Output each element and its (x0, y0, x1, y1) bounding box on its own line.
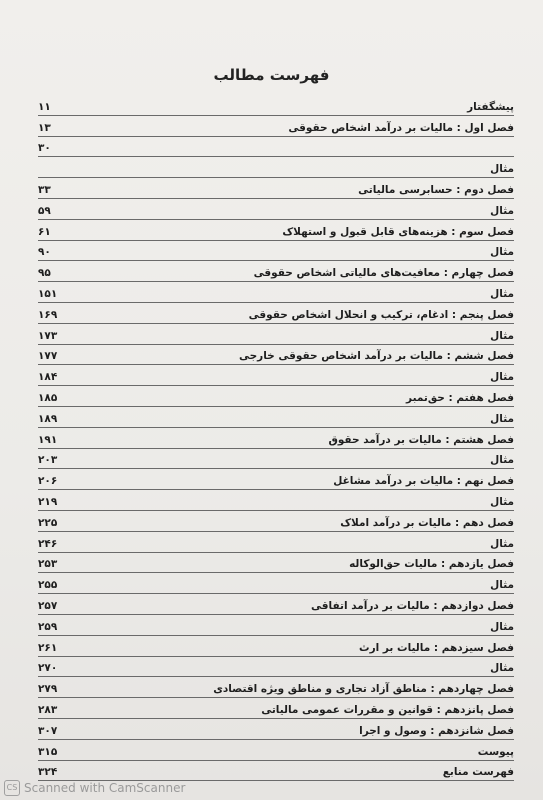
toc-entry (38, 220, 514, 241)
toc-entry (38, 573, 514, 594)
toc-entry-label: فصل اول : مالیات بر درآمد اشخاص حقوقی (288, 121, 514, 134)
toc-entry-label: مثال (490, 412, 514, 425)
toc-entry-page: ۲۵۳ (38, 558, 58, 571)
toc-entry-label: مثال (490, 163, 514, 176)
toc-entry (38, 511, 514, 532)
toc-entry (38, 345, 514, 366)
toc-entry-label: فصل نهم : مالیات بر درآمد مشاغل (333, 475, 514, 488)
toc-entry (38, 365, 514, 386)
toc-entry-label: مثال (490, 579, 514, 592)
toc-entry-label: فصل چهارم : معافیت‌های مالیاتی اشخاص حقوقی (253, 267, 514, 280)
toc-entry-label: فهرست منابع (442, 766, 514, 779)
toc-title: فهرست مطالب (213, 66, 330, 84)
toc-entry-page: ۲۰۳ (38, 454, 58, 467)
toc-entry-page: ۱۱ (38, 100, 51, 113)
toc-entry-label: فصل شانزدهم : وصول و اجرا (359, 724, 514, 737)
toc-entry-label: فصل هشتم : مالیات بر درآمد حقوق (328, 433, 514, 446)
toc-entry-page: ۲۶۱ (38, 641, 58, 654)
camscanner-logo-icon: CS (4, 780, 20, 796)
toc-entry (38, 303, 514, 324)
toc-entry-page: ۵۹ (38, 204, 51, 217)
toc-entry-label: فصل دوازدهم : مالیات بر درآمد اتفاقی (311, 599, 514, 612)
toc-entry (38, 469, 514, 490)
toc-entry-page: ۲۵۹ (38, 620, 58, 633)
toc-entry-page: ۱۹۱ (38, 433, 58, 446)
toc-entry-page: ۱۸۴ (38, 371, 58, 384)
toc-entry (38, 241, 514, 262)
toc-entry (38, 116, 514, 137)
toc-entry (38, 178, 514, 199)
toc-entry (38, 261, 514, 282)
watermark-text: Scanned with CamScanner (24, 781, 186, 795)
toc-entry (38, 698, 514, 719)
toc-entry-page: ۱۸۵ (38, 391, 58, 404)
toc-entry (38, 95, 514, 116)
toc-entry (38, 324, 514, 345)
toc-entry (38, 594, 514, 615)
toc-entry (38, 407, 514, 428)
toc-entry-page: ۳۰۷ (38, 724, 58, 737)
toc-entry (38, 428, 514, 449)
toc-entry (38, 532, 514, 553)
toc-entry-label: مثال (490, 246, 514, 259)
toc-entry-page: ۲۰۶ (38, 475, 58, 488)
toc-entry (38, 137, 514, 158)
toc-entry-page: ۱۶۹ (38, 308, 58, 321)
toc-entry-page: ۲۴۶ (38, 537, 58, 550)
toc-entry (38, 553, 514, 574)
toc-entry-label: پیوست (477, 745, 514, 758)
toc-entry-page: ۶۱ (38, 225, 51, 238)
toc-entry-page: ۳۳ (38, 183, 51, 196)
toc-entry (38, 157, 514, 178)
toc-entry (38, 490, 514, 511)
toc-entry-page: ۳۰ (38, 142, 51, 155)
toc-entry-label: پیشگفتار (467, 100, 514, 113)
toc-entry-page: ۱۷۳ (38, 329, 58, 342)
toc-entry-page: ۹۵ (38, 267, 51, 280)
toc-entry (38, 449, 514, 470)
toc-entry-label: مثال (490, 287, 514, 300)
toc-entry-label: فصل یازدهم : مالیات حق‌الوکاله (349, 558, 514, 571)
toc-entry-page: ۱۷۷ (38, 350, 58, 363)
toc-entry-label: فصل ششم : مالیات بر درآمد اشخاص حقوقی خارجی (238, 350, 514, 363)
toc-entry (38, 719, 514, 740)
toc-entry (38, 761, 514, 782)
toc-entry-page: ۱۸۹ (38, 412, 58, 425)
toc-entry-label: مثال (490, 454, 514, 467)
toc-entry-page: ۲۱۹ (38, 495, 58, 508)
toc-entry-label: فصل دهم : مالیات بر درآمد املاک (340, 516, 514, 529)
toc-list (38, 95, 514, 781)
toc-entry-label: فصل پنجم : ادغام، ترکیب و انحلال اشخاص حقوقی (248, 308, 514, 321)
toc-entry-page: ۲۷۹ (38, 683, 58, 696)
toc-entry (38, 740, 514, 761)
toc-entry (38, 282, 514, 303)
toc-entry-page: ۱۵۱ (38, 287, 58, 300)
toc-entry-label: فصل سیزدهم : مالیات بر ارث (359, 641, 514, 654)
toc-entry-label: مثال (490, 329, 514, 342)
toc-entry (38, 677, 514, 698)
toc-entry-page: ۳۱۵ (38, 745, 58, 758)
toc-entry-page: ۲۵۷ (38, 599, 58, 612)
toc-entry (38, 199, 514, 220)
toc-entry-label: فصل دوم : حسابرسی مالیاتی (358, 183, 514, 196)
toc-entry (38, 636, 514, 657)
toc-entry-label: فصل چهاردهم : مناطق آزاد تجاری و مناطق ویژه اقتصادی (213, 683, 514, 696)
toc-entry-label: فصل سوم : هزینه‌های قابل قبول و استهلاک (282, 225, 514, 238)
toc-entry-page: ۱۳ (38, 121, 51, 134)
toc-entry-label: مثال (490, 620, 514, 633)
toc-entry-page: ۲۷۰ (38, 662, 58, 675)
toc-entry (38, 386, 514, 407)
toc-entry-label: مثال (490, 662, 514, 675)
toc-entry-page: ۲۸۳ (38, 703, 58, 716)
toc-entry-page: ۲۵۵ (38, 579, 58, 592)
toc-entry-page: ۹۰ (38, 246, 51, 259)
toc-entry-label: فصل هفتم : حق‌تمبر (406, 391, 514, 404)
toc-entry-page: ۳۲۴ (38, 766, 58, 779)
toc-entry-label: مثال (490, 204, 514, 217)
scanner-watermark (4, 780, 185, 796)
toc-entry (38, 615, 514, 636)
toc-entry (38, 657, 514, 678)
toc-entry-label: مثال (490, 537, 514, 550)
toc-entry-page: ۲۲۵ (38, 516, 58, 529)
toc-entry-label: مثال (490, 371, 514, 384)
toc-entry-label: مثال (490, 495, 514, 508)
toc-entry-label: فصل پانزدهم : قوانین و مقررات عمومی مالیاتی (261, 703, 514, 716)
